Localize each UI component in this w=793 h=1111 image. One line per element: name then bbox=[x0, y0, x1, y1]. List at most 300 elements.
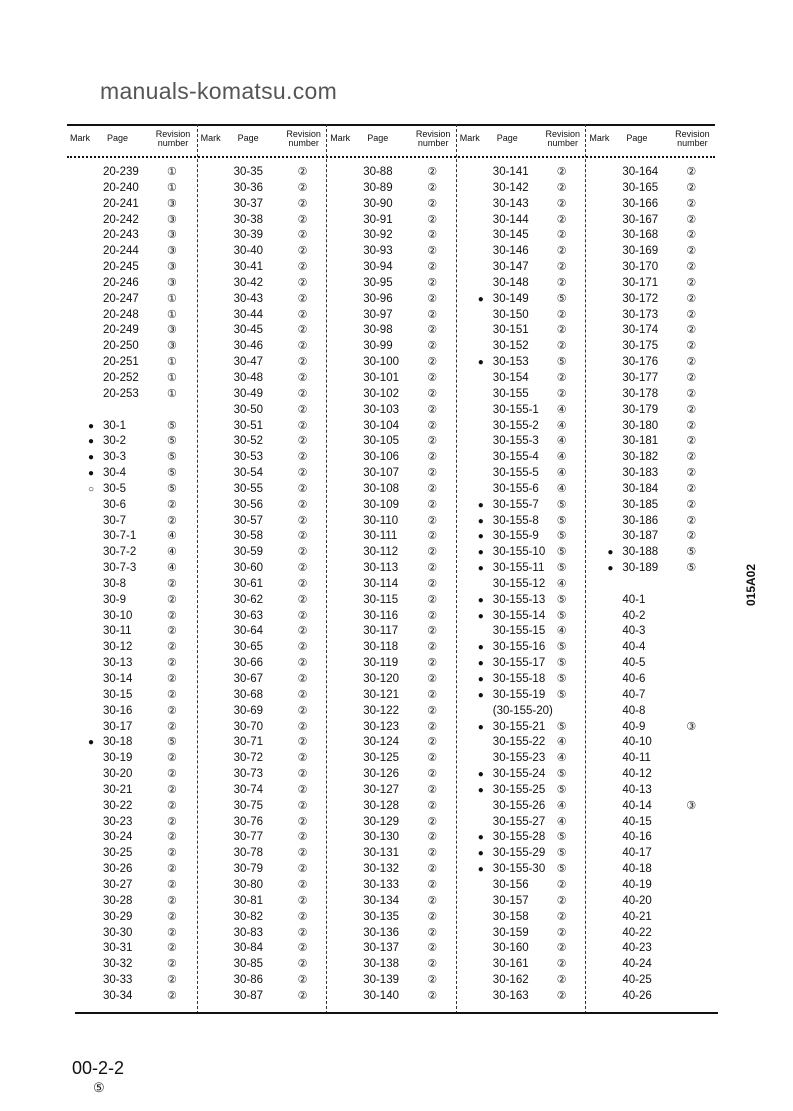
table-row bbox=[198, 244, 328, 260]
page-ref: 30-18 bbox=[103, 736, 133, 749]
revision-number: ② bbox=[297, 688, 308, 701]
table-row bbox=[67, 815, 197, 831]
revision-number: ② bbox=[427, 387, 438, 400]
revision-number: ② bbox=[427, 910, 438, 923]
revision-number: ② bbox=[297, 577, 308, 590]
table-row bbox=[327, 989, 457, 1005]
mark-bullet: ● bbox=[477, 832, 484, 844]
table-row bbox=[67, 498, 197, 514]
page-ref: 30-142 bbox=[492, 181, 529, 194]
page-ref: 30-10 bbox=[103, 609, 133, 622]
revision-number: ② bbox=[167, 577, 177, 590]
table-row bbox=[67, 323, 197, 339]
revision-number: ① bbox=[167, 387, 177, 400]
page-ref: 30-85 bbox=[233, 958, 264, 971]
table-row bbox=[327, 830, 457, 846]
revision-number: ② bbox=[297, 245, 308, 258]
revision-number: ⑤ bbox=[556, 356, 567, 369]
revision-number: ② bbox=[556, 276, 567, 289]
table-row bbox=[457, 260, 587, 276]
page-ref: 30-155-27 bbox=[492, 815, 546, 828]
table-row bbox=[586, 339, 716, 355]
page-ref: 30-47 bbox=[233, 356, 264, 369]
revision-number: ② bbox=[297, 451, 308, 464]
table-row bbox=[457, 704, 587, 720]
page-ref: 30-20 bbox=[103, 768, 133, 781]
page-ref: 40-13 bbox=[622, 783, 652, 796]
mark-bullet: ● bbox=[477, 769, 484, 781]
page-ref: 30-98 bbox=[363, 324, 393, 337]
table-row bbox=[67, 624, 197, 640]
revision-number: ② bbox=[297, 815, 308, 828]
table-row bbox=[457, 957, 587, 973]
table-row bbox=[198, 434, 328, 450]
revision-number: ② bbox=[427, 371, 438, 384]
table-row bbox=[67, 181, 197, 197]
page-ref: 30-95 bbox=[363, 276, 393, 289]
table-row bbox=[198, 973, 328, 989]
page-ref: 30-83 bbox=[233, 926, 264, 939]
table-row bbox=[586, 973, 716, 989]
table-row bbox=[198, 926, 328, 942]
page-ref: 30-5 bbox=[103, 482, 127, 495]
page-ref: 30-19 bbox=[103, 752, 133, 765]
revision-number: ② bbox=[167, 720, 177, 733]
page-ref: 30-11 bbox=[103, 625, 132, 638]
table-row bbox=[327, 181, 457, 197]
revision-number: ② bbox=[427, 467, 438, 480]
revision-number: ② bbox=[167, 625, 177, 638]
table-row bbox=[457, 197, 587, 213]
page-ref: 30-125 bbox=[363, 752, 399, 765]
page-ref: 30-80 bbox=[233, 878, 264, 891]
revision-number: ② bbox=[297, 371, 308, 384]
page-ref: 30-183 bbox=[622, 467, 659, 480]
revision-number: ② bbox=[297, 419, 308, 432]
page-ref: 30-103 bbox=[363, 403, 399, 416]
table-row bbox=[457, 640, 587, 656]
page-ref: 30-114 bbox=[363, 577, 399, 590]
bottom-rule bbox=[75, 1012, 718, 1014]
page-ref: 30-41 bbox=[233, 261, 264, 274]
revision-number: ② bbox=[427, 641, 438, 654]
page-ref: 40-6 bbox=[622, 673, 646, 685]
revision-number: ② bbox=[297, 720, 308, 733]
revision-number: ② bbox=[427, 419, 438, 432]
table-row bbox=[327, 387, 457, 403]
table-row bbox=[586, 862, 716, 878]
page-ref: 30-137 bbox=[363, 942, 399, 955]
header-mark: Mark bbox=[330, 133, 351, 143]
table-row bbox=[457, 387, 587, 403]
revision-number: ② bbox=[297, 752, 308, 765]
revision-number: ④ bbox=[167, 562, 177, 575]
table-row bbox=[586, 276, 716, 292]
table-row bbox=[586, 910, 716, 926]
page-ref: 40-21 bbox=[622, 910, 652, 923]
revision-number: ② bbox=[427, 989, 438, 1002]
page-ref: 20-245 bbox=[103, 261, 139, 274]
page-ref: 30-144 bbox=[492, 213, 529, 226]
page-ref: 30-63 bbox=[233, 609, 264, 622]
page-ref: 30-120 bbox=[363, 673, 399, 685]
revision-number: ② bbox=[427, 878, 438, 891]
header-page: Page bbox=[107, 133, 129, 143]
revision-number: ② bbox=[427, 593, 438, 606]
revision-number: ② bbox=[686, 245, 697, 258]
page-ref: 30-187 bbox=[622, 530, 659, 543]
revision-number: ② bbox=[297, 467, 308, 480]
page-ref: 30-138 bbox=[363, 958, 399, 971]
page-ref: 20-248 bbox=[103, 308, 139, 321]
page-ref: 30-4 bbox=[103, 467, 127, 480]
table-row bbox=[67, 672, 197, 688]
revision-number: ④ bbox=[556, 752, 567, 765]
page-ref: 30-155-25 bbox=[492, 783, 546, 796]
page-ref: 30-155-18 bbox=[492, 673, 546, 685]
page-ref: 30-155-24 bbox=[492, 768, 546, 781]
revision-number: ② bbox=[556, 181, 567, 194]
table-row bbox=[67, 434, 197, 450]
page-ref: 30-160 bbox=[492, 942, 529, 955]
table-row bbox=[198, 815, 328, 831]
revision-number: ② bbox=[297, 942, 308, 955]
page-ref: 30-168 bbox=[622, 229, 659, 242]
table-row bbox=[457, 308, 587, 324]
revision-number: ② bbox=[556, 166, 567, 178]
page-ref: 30-164 bbox=[622, 166, 659, 178]
page-ref: 30-116 bbox=[363, 609, 399, 622]
table-row bbox=[586, 450, 716, 466]
page-ref: 30-71 bbox=[233, 736, 264, 749]
table-row bbox=[586, 371, 716, 387]
page-ref: 30-78 bbox=[233, 847, 264, 860]
table-row bbox=[586, 308, 716, 324]
revision-number: ② bbox=[427, 958, 438, 971]
revision-number: ② bbox=[686, 340, 697, 353]
table-row bbox=[198, 387, 328, 403]
page-ref: 30-124 bbox=[363, 736, 399, 749]
revision-number: ② bbox=[297, 530, 308, 543]
revision-number: ② bbox=[297, 609, 308, 622]
table-row bbox=[457, 799, 587, 815]
table-row bbox=[586, 228, 716, 244]
table-row bbox=[457, 276, 587, 292]
table-row bbox=[586, 688, 716, 704]
table-row bbox=[457, 989, 587, 1005]
revision-number: ③ bbox=[167, 276, 177, 289]
mark-bullet: ● bbox=[477, 515, 484, 527]
table-row bbox=[327, 815, 457, 831]
mark-bullet: ● bbox=[477, 499, 484, 511]
table-row bbox=[586, 656, 716, 672]
table-row bbox=[198, 846, 328, 862]
revision-number: ② bbox=[686, 498, 697, 511]
table-row bbox=[198, 228, 328, 244]
revision-number: ⑤ bbox=[556, 498, 567, 511]
revision-number: ② bbox=[297, 435, 308, 448]
table-row bbox=[327, 165, 457, 181]
revision-number: ② bbox=[686, 467, 697, 480]
table-row bbox=[327, 276, 457, 292]
revision-number: ② bbox=[427, 688, 438, 701]
page-ref: 30-27 bbox=[103, 878, 133, 891]
page-ref: 30-54 bbox=[233, 467, 264, 480]
revision-number: ② bbox=[686, 356, 697, 369]
revision-number: ② bbox=[427, 799, 438, 812]
revision-number: ② bbox=[556, 387, 567, 400]
mark-bullet: ● bbox=[87, 436, 95, 448]
page-ref: 30-155 bbox=[492, 387, 529, 400]
page-ref: 30-52 bbox=[233, 435, 264, 448]
revision-number: ② bbox=[686, 276, 697, 289]
page-ref: 30-90 bbox=[363, 197, 393, 210]
table-row bbox=[67, 371, 197, 387]
table-row bbox=[457, 165, 587, 181]
table-row bbox=[67, 593, 197, 609]
table-row bbox=[327, 292, 457, 308]
page-ref: 30-94 bbox=[363, 261, 393, 274]
table-row bbox=[67, 339, 197, 355]
page-ref: 30-28 bbox=[103, 894, 133, 907]
revision-number: ② bbox=[297, 704, 308, 717]
page-ref: 20-246 bbox=[103, 276, 139, 289]
table-row bbox=[586, 989, 716, 1005]
table-row bbox=[586, 545, 716, 561]
row-list bbox=[198, 165, 328, 1005]
page-ref: 30-7-2 bbox=[103, 546, 137, 559]
table-row bbox=[586, 640, 716, 656]
table-row bbox=[586, 720, 716, 736]
page-ref: 30-24 bbox=[103, 831, 133, 844]
table-row bbox=[327, 545, 457, 561]
header-revision: Revision number bbox=[286, 129, 321, 148]
page-ref: 40-26 bbox=[622, 989, 652, 1002]
revision-number: ② bbox=[686, 213, 697, 226]
table-row bbox=[457, 482, 587, 498]
table-row bbox=[586, 894, 716, 910]
page-ref: 30-154 bbox=[492, 371, 529, 384]
table-row bbox=[457, 577, 587, 593]
mark-bullet: ● bbox=[477, 674, 484, 685]
table-row bbox=[457, 815, 587, 831]
page-ref: 30-8 bbox=[103, 577, 127, 590]
revision-number: ② bbox=[427, 720, 438, 733]
page-ref: 30-130 bbox=[363, 831, 399, 844]
page-ref: 30-2 bbox=[103, 435, 127, 448]
page-ref: 30-175 bbox=[622, 340, 659, 353]
revision-number: ② bbox=[297, 974, 308, 987]
table-row bbox=[327, 450, 457, 466]
table-row bbox=[327, 720, 457, 736]
page-ref: 30-155-23 bbox=[492, 752, 546, 765]
page-ref: 30-84 bbox=[233, 942, 264, 955]
table-row bbox=[67, 609, 197, 625]
table-row bbox=[198, 323, 328, 339]
revision-number: ④ bbox=[556, 467, 567, 480]
table-row bbox=[198, 830, 328, 846]
page-ref: 30-86 bbox=[233, 974, 264, 987]
table-column bbox=[585, 124, 716, 1014]
header-revision: Revision number bbox=[675, 129, 710, 148]
header-page: Page bbox=[367, 133, 389, 143]
page-ref: 30-161 bbox=[492, 958, 529, 971]
revision-number: ⑤ bbox=[167, 435, 177, 448]
table-row bbox=[198, 529, 328, 545]
table-row bbox=[198, 862, 328, 878]
revision-number: ③ bbox=[167, 229, 177, 242]
page-ref: 30-155-10 bbox=[492, 546, 546, 559]
table-row bbox=[327, 593, 457, 609]
page-ref: 40-10 bbox=[622, 736, 652, 749]
revision-number: ⑤ bbox=[167, 451, 177, 464]
table-row bbox=[586, 957, 716, 973]
page-ref: 20-239 bbox=[103, 166, 139, 178]
page-ref: 30-26 bbox=[103, 863, 133, 876]
header-page: Page bbox=[626, 133, 648, 143]
page-ref: 30-30 bbox=[103, 926, 133, 939]
revision-number: ② bbox=[297, 799, 308, 812]
revision-number: ② bbox=[297, 292, 308, 305]
page-ref: 30-35 bbox=[233, 166, 264, 178]
table-row bbox=[327, 688, 457, 704]
revision-number: ② bbox=[167, 974, 177, 987]
page-ref: 30-151 bbox=[492, 324, 529, 337]
table-row bbox=[198, 593, 328, 609]
table-row bbox=[457, 498, 587, 514]
table-row bbox=[327, 672, 457, 688]
header-page: Page bbox=[237, 133, 259, 143]
mark-bullet: ● bbox=[477, 594, 484, 606]
page-ref: 30-15 bbox=[103, 688, 133, 701]
table-row bbox=[67, 387, 197, 403]
revision-number: ⑤ bbox=[167, 467, 177, 480]
page-ref: 30-155-26 bbox=[492, 799, 546, 812]
table-row bbox=[67, 941, 197, 957]
table-row bbox=[198, 656, 328, 672]
table-row bbox=[457, 735, 587, 751]
mark-bullet: ● bbox=[477, 864, 484, 876]
revision-number: ② bbox=[297, 514, 308, 527]
table-row bbox=[457, 434, 587, 450]
revision-number: ④ bbox=[556, 625, 567, 638]
table-row bbox=[67, 403, 197, 419]
page-ref: 30-101 bbox=[363, 371, 399, 384]
page-ref: 30-181 bbox=[622, 435, 659, 448]
revision-number: ② bbox=[167, 942, 177, 955]
page-ref: 30-129 bbox=[363, 815, 399, 828]
table-row bbox=[67, 545, 197, 561]
revision-number: ② bbox=[297, 482, 308, 495]
revision-number: ② bbox=[427, 657, 438, 670]
page-ref: 30-170 bbox=[622, 261, 659, 274]
table-row bbox=[586, 609, 716, 625]
mark-bullet: ● bbox=[607, 547, 614, 559]
table-row bbox=[586, 419, 716, 435]
page-ref: 30-155-13 bbox=[492, 593, 546, 606]
revision-number: ⑤ bbox=[556, 657, 567, 670]
revision-number: ② bbox=[167, 831, 177, 844]
table-row bbox=[327, 498, 457, 514]
page-ref: 30-155-3 bbox=[492, 435, 539, 448]
revision-number: ② bbox=[297, 562, 308, 575]
revision-number: ② bbox=[297, 831, 308, 844]
revision-number: ② bbox=[427, 261, 438, 274]
table-row bbox=[327, 339, 457, 355]
mark-bullet: ● bbox=[477, 531, 484, 543]
page-ref: 30-17 bbox=[103, 720, 133, 733]
revision-number: ② bbox=[427, 831, 438, 844]
table-row bbox=[327, 323, 457, 339]
page-ref: 30-3 bbox=[103, 451, 127, 464]
revision-number: ② bbox=[427, 403, 438, 416]
revision-number: ② bbox=[167, 926, 177, 939]
table-row bbox=[586, 292, 716, 308]
revision-number: ② bbox=[427, 546, 438, 559]
page-ref: 30-133 bbox=[363, 878, 399, 891]
table-row bbox=[327, 783, 457, 799]
page-ref: 30-39 bbox=[233, 229, 264, 242]
revision-number: ② bbox=[686, 451, 697, 464]
page-ref: 40-17 bbox=[622, 847, 652, 860]
page-revision: ⑤ bbox=[93, 1080, 105, 1095]
revision-number: ② bbox=[167, 863, 177, 876]
revision-number: ② bbox=[297, 878, 308, 891]
row-list bbox=[327, 165, 457, 1005]
page-ref: 30-132 bbox=[363, 863, 399, 876]
revision-number: ② bbox=[427, 863, 438, 876]
table-row bbox=[198, 276, 328, 292]
revision-number: ② bbox=[297, 261, 308, 274]
page-ref: 30-158 bbox=[492, 910, 529, 923]
table-row bbox=[327, 846, 457, 862]
table-row bbox=[586, 529, 716, 545]
revision-number: ⑤ bbox=[556, 783, 567, 796]
revision-number: ② bbox=[427, 942, 438, 955]
revision-number: ② bbox=[556, 340, 567, 353]
table-row bbox=[198, 561, 328, 577]
page-ref: 30-131 bbox=[363, 847, 399, 860]
table-row bbox=[327, 482, 457, 498]
table-row bbox=[198, 339, 328, 355]
mark-bullet: ● bbox=[477, 547, 484, 559]
page-ref: 30-61 bbox=[233, 577, 264, 590]
revision-number: ② bbox=[427, 704, 438, 717]
revision-number: ⑤ bbox=[556, 514, 567, 527]
revision-number: ② bbox=[686, 166, 697, 178]
page-ref: 30-58 bbox=[233, 530, 264, 543]
table-row bbox=[327, 434, 457, 450]
revision-number: ② bbox=[686, 435, 697, 448]
page-ref: 30-150 bbox=[492, 308, 529, 321]
table-row bbox=[198, 989, 328, 1005]
page-ref: 30-112 bbox=[363, 546, 399, 559]
page-ref: 30-33 bbox=[103, 974, 133, 987]
table-row bbox=[198, 704, 328, 720]
table-row bbox=[327, 197, 457, 213]
side-label: 015A02 bbox=[744, 563, 759, 607]
page-ref: 30-25 bbox=[103, 847, 133, 860]
revision-number: ② bbox=[167, 514, 177, 527]
page-ref: 30-136 bbox=[363, 926, 399, 939]
page-ref: 40-9 bbox=[622, 720, 646, 733]
page-ref: 30-73 bbox=[233, 768, 264, 781]
page-ref: 30-74 bbox=[233, 783, 264, 796]
table-column bbox=[67, 124, 197, 1014]
page-ref: 30-1 bbox=[103, 419, 127, 432]
revision-number: ④ bbox=[556, 577, 567, 590]
revision-number: ② bbox=[427, 245, 438, 258]
